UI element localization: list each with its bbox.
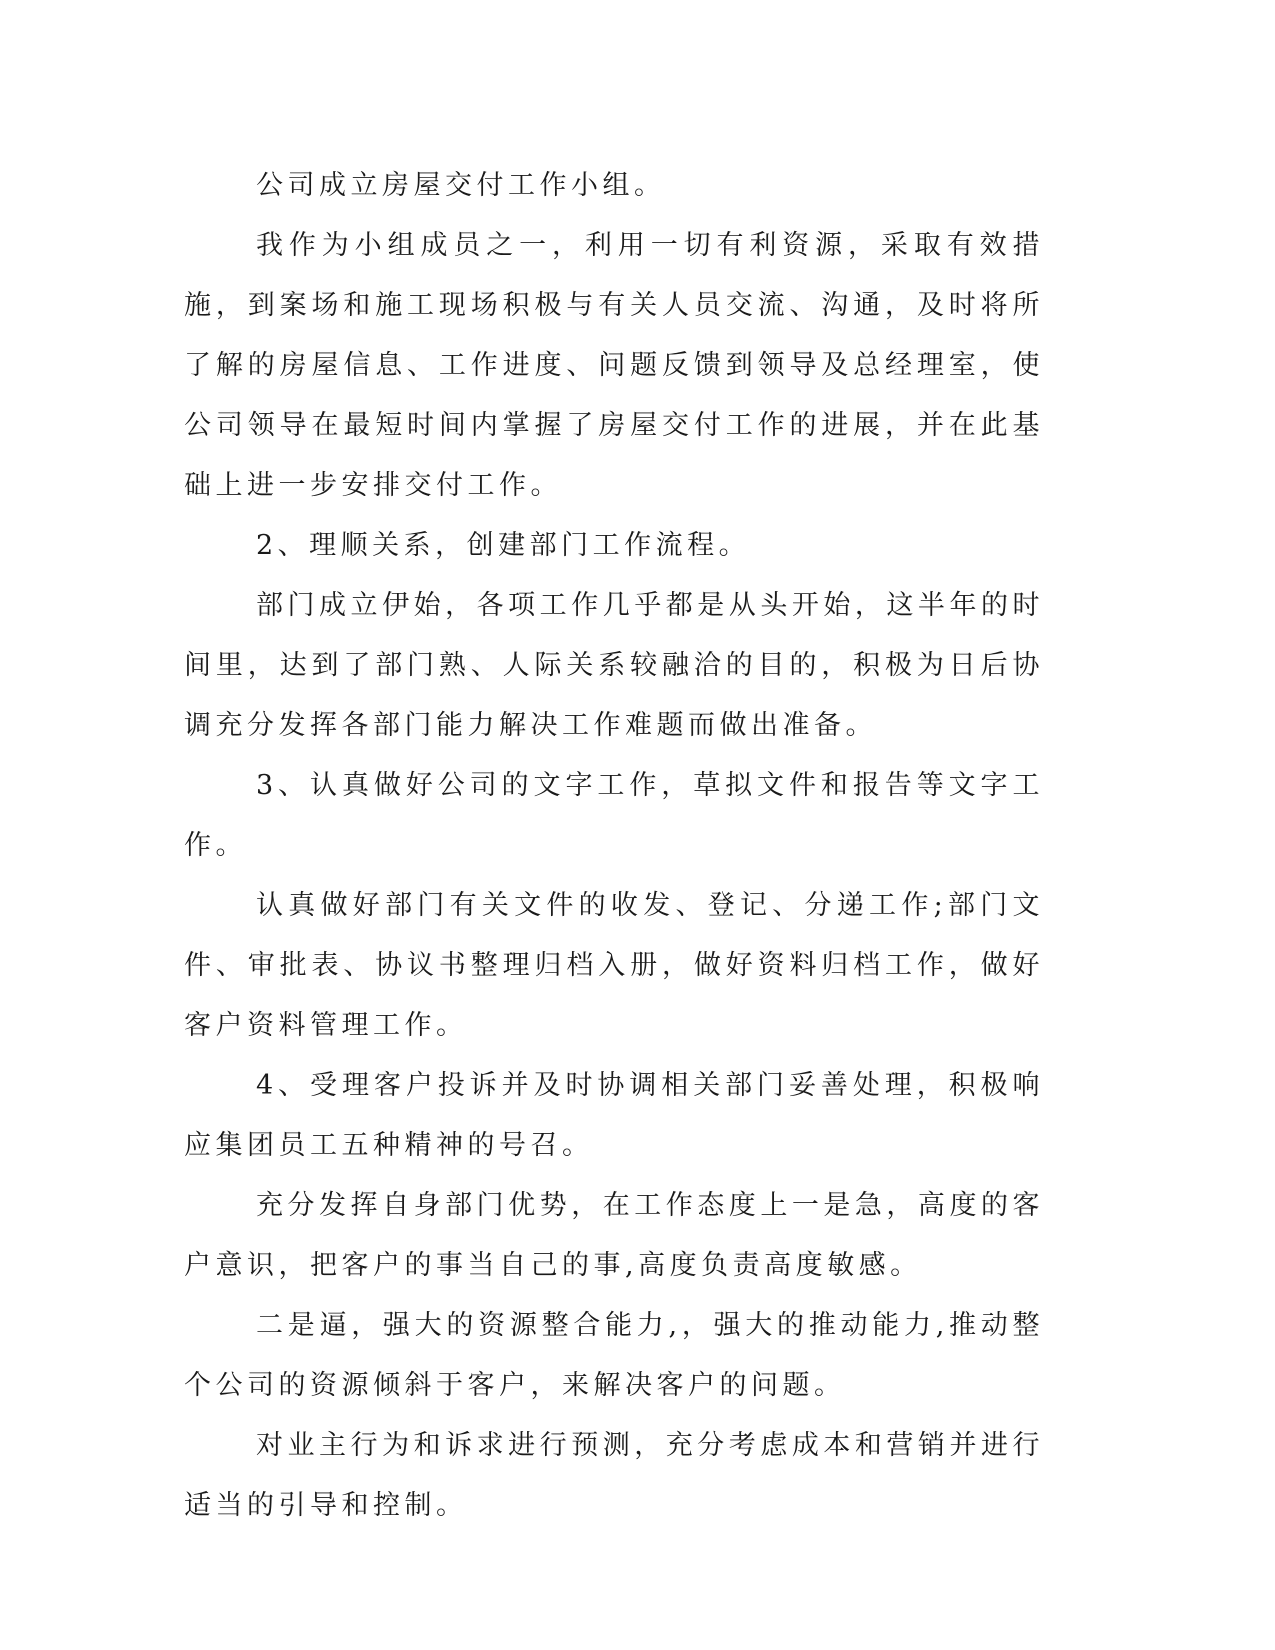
paragraph-10: 对业主行为和诉求进行预测，充分考虑成本和营销并进行适当的引导和控制。 (184, 1430, 1044, 1521)
paragraph-3: 2、理顺关系，创建部门工作流程。 (256, 530, 751, 561)
paragraph-8: 充分发挥自身部门优势，在工作态度上一是急，高度的客户意识，把客户的事当自己的事,高度负责高度敏感。 (184, 1190, 1044, 1281)
paragraph-6: 认真做好部门有关文件的收发、登记、分递工作;部门文件、审批表、协议书整理归档入册，做好资料归档工作，做好客户资料管理工作。 (184, 890, 1044, 1041)
paragraph-9: 二是逼，强大的资源整合能力,，强大的推动能力,推动整个公司的资源倾斜于客户，来解决客户的问题。 (184, 1310, 1044, 1401)
document-body (184, 156, 1044, 1536)
paragraph-5: 3、认真做好公司的文字工作，草拟文件和报告等文字工作。 (184, 770, 1044, 861)
paragraph-2: 我作为小组成员之一，利用一切有利资源，采取有效措施，到案场和施工现场积极与有关人员交流、沟通，及时将所了解的房屋信息、工作进度、问题反馈到领导及总经理室，使公司领导在最短时间内掌握了房屋交付工作的进展，并在此基础上进一步安排交付工作。 (184, 230, 1044, 501)
paragraph-4: 部门成立伊始，各项工作几乎都是从头开始，这半年的时间里，达到了部门熟、人际关系较融洽的目的，积极为日后协调充分发挥各部门能力解决工作难题而做出准备。 (184, 590, 1044, 741)
paragraph-7: 4、受理客户投诉并及时协调相关部门妥善处理，积极响应集团员工五种精神的号召。 (184, 1070, 1044, 1161)
paragraph-1: 公司成立房屋交付工作小组。 (256, 170, 666, 201)
